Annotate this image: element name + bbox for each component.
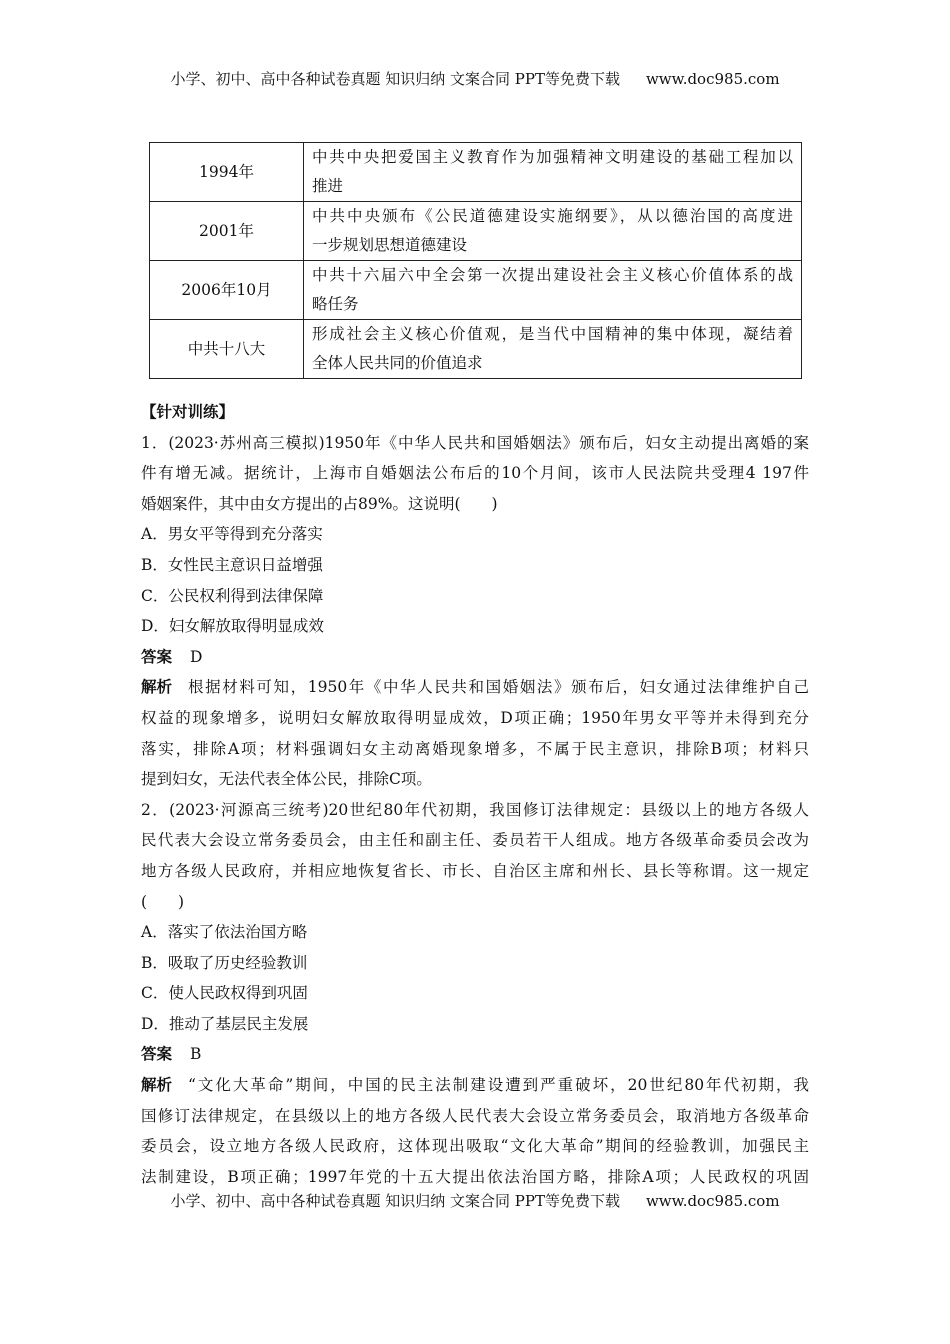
time-cell: 2001年: [150, 202, 304, 261]
analysis-label: 解析: [141, 677, 173, 697]
analysis-line: 委员会，设立地方各级人民政府，这体现出吸取“文化大革命”期间的经验教训，加强民主: [141, 1137, 809, 1156]
answer-value: D: [190, 647, 203, 666]
analysis-label: 解析: [141, 1075, 173, 1095]
analysis-first-line: [141, 672, 809, 703]
question-stem-line: ( ): [141, 892, 185, 911]
event-cell: [304, 261, 802, 320]
timeline-table: [149, 142, 802, 379]
page-header: [0, 68, 950, 89]
answer-option: C．公民权利得到法律保障: [141, 586, 324, 605]
event-line: 全体人民共同的价值追求: [312, 354, 483, 372]
event-line: 中共中央把爱国主义教育作为加强精神文明建设的基础工程加以: [312, 148, 793, 166]
table-row: [150, 320, 802, 379]
header-url: www.doc985.com: [645, 70, 780, 88]
answer-label: 答案: [141, 646, 173, 666]
answer-line: [141, 642, 809, 673]
page-footer: [0, 1190, 950, 1211]
event-cell: [304, 143, 802, 202]
analysis-line: “文化大革命”期间，中国的民主法制建设遭到严重破坏，20世纪80年代初期，我: [188, 1076, 809, 1095]
question-stem-line: 件有增无减。据统计，上海市自婚姻法公布后的10个月间，该市人民法院共受理4 197件: [141, 464, 809, 483]
table-row: [150, 143, 802, 202]
answer-option: A．男女平等得到充分落实: [141, 525, 323, 544]
exercise-section: [141, 397, 809, 1192]
question-stem-line: 地方各级人民政府，并相应地恢复省长、市长、自治区主席和州长、县长等称谓。这一规定: [141, 861, 809, 880]
question-stem-line: 1．(2023·苏州高三模拟)1950年《中华人民共和国婚姻法》颁布后，妇女主动提出离婚的案: [141, 433, 809, 452]
analysis-first-line: [141, 1070, 809, 1101]
analysis-line: 落实，排除A项；材料强调妇女主动离婚现象增多，不属于民主意识，排除B项；材料只: [141, 739, 809, 758]
analysis-line: 根据材料可知，1950年《中华人民共和国婚姻法》颁布后，妇女通过法律维护自己: [188, 678, 809, 697]
question-stem-line: 婚姻案件，其中由女方提出的占89%。这说明( ): [141, 494, 498, 513]
event-line: 一步规划思想道德建设: [312, 236, 468, 254]
event-cell: [304, 320, 802, 379]
event-line: 中共十六届六中全会第一次提出建设社会主义核心价值体系的战: [312, 266, 793, 284]
section-title: 【针对训练】: [141, 402, 235, 421]
event-line: 形成社会主义核心价值观，是当代中国精神的集中体现，凝结着: [312, 325, 793, 343]
analysis-line: 国修订法律规定，在县级以上的地方各级人民代表大会设立常务委员会，取消地方各级革命: [141, 1106, 809, 1125]
footer-text: 小学、初中、高中各种试卷真题 知识归纳 文案合同 PPT等免费下载: [170, 1192, 620, 1210]
event-line: 略任务: [312, 295, 359, 313]
answer-value: B: [190, 1045, 202, 1064]
time-cell: 2006年10月: [150, 261, 304, 320]
time-cell: 1994年: [150, 143, 304, 202]
answer-option: C．使人民政权得到巩固: [141, 984, 308, 1003]
analysis-line: 提到妇女，无法代表全体公民，排除C项。: [141, 770, 432, 789]
analysis-line: 权益的现象增多，说明妇女解放取得明显成效，D项正确；1950年男女平等并未得到充分: [141, 708, 809, 727]
answer-option: D．推动了基层民主发展: [141, 1014, 309, 1033]
event-line: 中共中央颁布《公民道德建设实施纲要》，从以德治国的高度进: [312, 207, 793, 225]
table-row: [150, 261, 802, 320]
answer-option: A．落实了依法治国方略: [141, 923, 308, 942]
footer-url: www.doc985.com: [645, 1192, 780, 1210]
event-line: 推进: [312, 177, 344, 195]
question-stem-line: 民代表大会设立常务委员会，由主任和副主任、委员若干人组成。地方各级革命委员会改为: [141, 831, 809, 850]
event-cell: [304, 202, 802, 261]
answer-option: D．妇女解放取得明显成效: [141, 617, 324, 636]
question-stem-line: 2．(2023·河源高三统考)20世纪80年代初期，我国修订法律规定：县级以上的地方各级人: [141, 800, 809, 819]
answer-option: B．吸取了历史经验教训: [141, 953, 308, 972]
answer-option: B．女性民主意识日益增强: [141, 555, 323, 574]
answer-line: [141, 1039, 809, 1070]
header-text: 小学、初中、高中各种试卷真题 知识归纳 文案合同 PPT等免费下载: [170, 70, 620, 88]
table-row: [150, 202, 802, 261]
time-cell: 中共十八大: [150, 320, 304, 379]
answer-label: 答案: [141, 1044, 173, 1064]
analysis-line: 法制建设，B项正确；1997年党的十五大提出依法治国方略，排除A项；人民政权的巩固: [141, 1167, 809, 1186]
